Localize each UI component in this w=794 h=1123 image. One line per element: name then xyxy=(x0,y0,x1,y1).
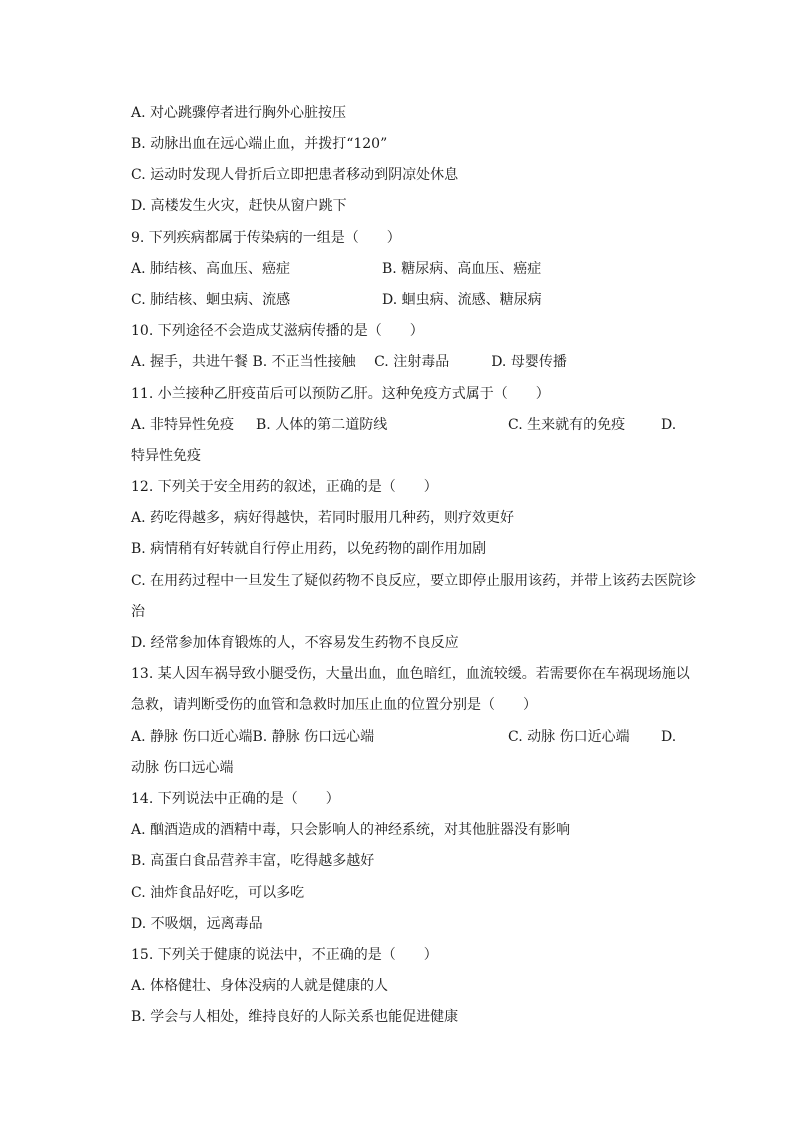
q9-option-d: D. 蛔虫病、流感、糖尿病 xyxy=(382,292,542,308)
q13-stem: 13. 某人因车祸导致小腿受伤，大量出血，血色暗红，血流较缓。若需要你在车祸现场施以 xyxy=(131,666,690,682)
q9-option-c: C. 肺结核、蛔虫病、流感 xyxy=(131,292,291,308)
q14-option-d: D. 不吸烟，远离毒品 xyxy=(131,916,263,932)
q14-option-b: B. 高蛋白食品营养丰富，吃得越多越好 xyxy=(131,853,375,869)
q13-option-ab: A. 静脉 伤口近心端B. 静脉 伤口远心端 xyxy=(131,729,375,745)
q15-stem: 15. 下列关于健康的说法中，不正确的是（ ） xyxy=(131,947,438,963)
q10-stem: 10. 下列途径不会造成艾滋病传播的是（ ） xyxy=(131,323,424,339)
q13-option-d-cont: 动脉 伤口远心端 xyxy=(131,760,234,776)
q14-stem: 14. 下列说法中正确的是（ ） xyxy=(131,791,340,807)
q11-option-d: D. xyxy=(661,417,677,433)
q11-option-b: B. 人体的第二道防线 xyxy=(256,417,388,433)
q14-option-c: C. 油炸食品好吃，可以多吃 xyxy=(131,885,305,901)
q13-stem-cont: 急救，请判断受伤的血管和急救时加压止血的位置分别是（ ） xyxy=(131,697,537,713)
q8-option-c: C. 运动时发现人骨折后立即把患者移动到阴凉处休息 xyxy=(131,167,459,183)
q8-option-a: A. 对心跳骤停者进行胸外心脏按压 xyxy=(131,105,347,121)
q13-option-c: C. 动脉 伤口近心端 xyxy=(508,729,630,745)
q12-option-c-cont: 治 xyxy=(131,604,145,620)
q11-option-d-cont: 特异性免疫 xyxy=(131,448,201,464)
q11-option-a: A. 非特异性免疫 xyxy=(131,417,235,433)
q9-option-b: B. 糖尿病、高血压、癌症 xyxy=(382,261,542,277)
q9-stem: 9. 下列疾病都属于传染病的一组是（ ） xyxy=(131,230,401,246)
q8-option-d: D. 高楼发生火灾，赶快从窗户跳下 xyxy=(131,198,347,214)
q15-option-a: A. 体格健壮、身体没病的人就是健康的人 xyxy=(131,978,389,994)
q12-option-d: D. 经常参加体育锻炼的人，不容易发生药物不良反应 xyxy=(131,635,459,651)
q11-option-c: C. 生来就有的免疫 xyxy=(508,417,626,433)
q9-option-a: A. 肺结核、高血压、癌症 xyxy=(131,261,291,277)
q12-stem: 12. 下列关于安全用药的叙述，正确的是（ ） xyxy=(131,479,438,495)
q14-option-a: A. 酗酒造成的酒精中毒，只会影响人的神经系统，对其他脏器没有影响 xyxy=(131,822,571,838)
q15-option-b: B. 学会与人相处，维持良好的人际关系也能促进健康 xyxy=(131,1009,459,1025)
q11-stem: 11. 小兰接种乙肝疫苗后可以预防乙肝。这种免疫方式属于（ ） xyxy=(131,386,550,402)
q12-option-a: A. 药吃得越多，病好得越快，若同时服用几种药，则疗效更好 xyxy=(131,510,515,526)
q12-option-b: B. 病情稍有好转就自行停止用药，以免药物的副作用加剧 xyxy=(131,541,487,557)
q10-options: A. 握手，共进午餐 B. 不正当性接触 C. 注射毒品 D. 母婴传播 xyxy=(131,354,567,370)
q13-option-d: D. xyxy=(661,729,677,745)
q12-option-c: C. 在用药过程中一旦发生了疑似药物不良反应，要立即停止服用该药，并带上该药去医院诊 xyxy=(131,573,697,589)
q8-option-b: B. 动脉出血在远心端止血，并拨打“120” xyxy=(131,136,388,152)
